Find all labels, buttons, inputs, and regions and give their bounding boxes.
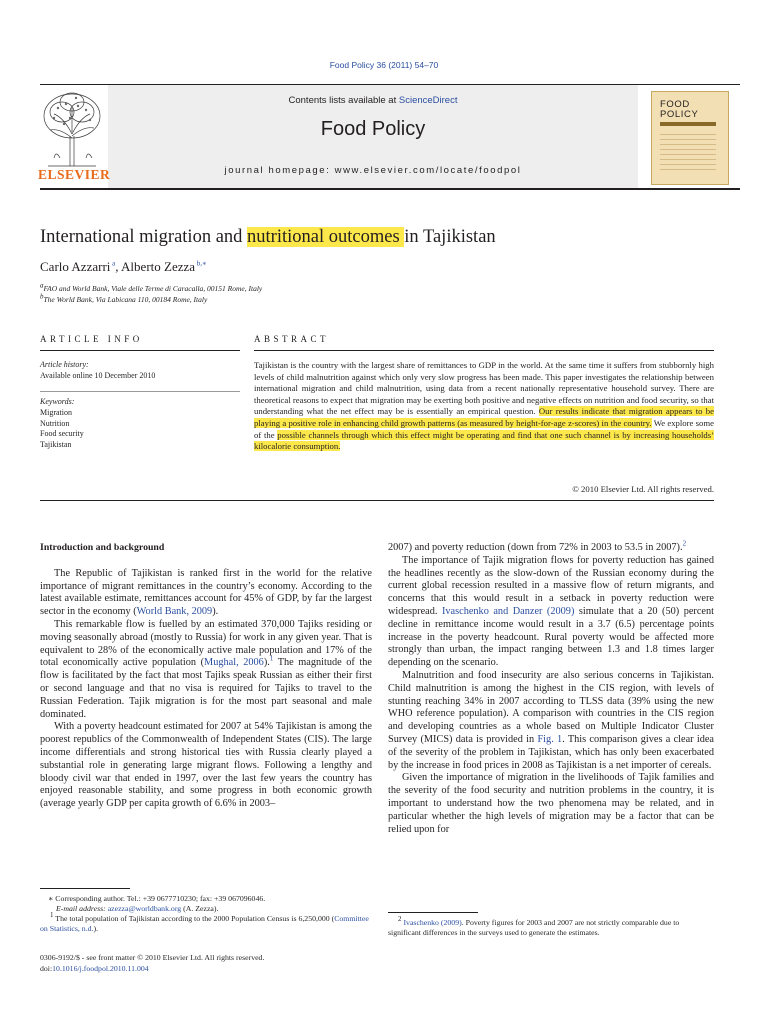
footnote-rule — [40, 888, 130, 889]
cover-bar — [660, 122, 716, 126]
keyword: Nutrition — [40, 418, 70, 428]
paragraph-text: ). — [212, 606, 219, 618]
paragraph-text: The magnitude of the flow is facilitated by the fact that most Tajiks speak Russian as either their first or second language and that no visa is required for Tajiks to travel to the Russian Federation. Tajik migration is for the most part seasonal and male dominated. — [40, 657, 372, 720]
title-part2: in Tajikistan — [404, 227, 496, 247]
paragraph — [388, 539, 714, 555]
footnote-1 — [40, 911, 372, 934]
cover-text-lines — [660, 134, 716, 174]
abstract-highlight: possible channels through which this effect might be operating and find that one such channel is by increasing households’ kilocalorie consumption. — [254, 429, 715, 452]
keywords-list — [40, 408, 84, 450]
footnote-mark: ∗ — [48, 894, 54, 903]
cover-panel — [651, 91, 729, 185]
footnote-ref[interactable]: 2 — [682, 539, 687, 548]
footnote-mark: 2 — [398, 915, 402, 924]
author-name: Carlo Azzarri — [40, 259, 111, 274]
body-left-column — [40, 542, 372, 811]
citation-link[interactable]: Ivaschenko (2009) — [403, 918, 462, 927]
journal-cover-thumbnail[interactable] — [645, 85, 740, 188]
masthead-bottom-rule — [40, 188, 740, 190]
abstract-highlight: Our results indicate that migration appears to be playing a positive role in enhancing child growth patterns (as measured by height-for-age z-scores) in the country. — [254, 406, 715, 428]
article-title — [40, 227, 496, 248]
section-heading: Introduction and background — [40, 542, 165, 553]
sciencedirect-link[interactable]: ScienceDirect — [398, 95, 458, 106]
article-history-value: Available online 10 December 2010 — [40, 371, 156, 380]
figure-link[interactable]: Fig. 1 — [537, 733, 563, 745]
affiliation-mark: b — [40, 292, 44, 301]
paragraph-text: The importance of Tajik migration flows for poverty reduction has gained the headlines recently as the slow-down of the Russian economy during the current global recession resulted in a massive flow of return migrants, and concerns that this would result in a setback in poverty reduction were widespread. — [388, 554, 714, 617]
paragraph-text: simulate that a 20 (50) percent decline in remittance income would result in a 3.7 (6.5) percentage points increase in the poverty headcount. Rural poverty would be affected more strongly than urban, the impact ranging between 1.3 and 1.8 times larger depending on the scenario. — [388, 605, 715, 669]
author-list — [40, 259, 207, 275]
article-info-heading: ARTICLE INFO — [40, 334, 143, 344]
keyword: Food security — [40, 429, 84, 438]
issn-line: 0306-9192/$ - see front matter © 2010 Elsevier Ltd. All rights reserved. — [40, 953, 265, 962]
cover-title — [660, 100, 698, 120]
paragraph-text: . This comparison gives a clear idea of the severity of the problem in Tajikistan, which has only been exacerbated by the increase in food prices in 2008 as Tajikistan is a net importer of cereals. — [388, 733, 714, 771]
elsevier-wordmark: ELSEVIER — [38, 167, 111, 182]
email-note — [40, 904, 372, 914]
abstract-bottom-rule — [40, 500, 714, 501]
abstract-plain: We explore some of the — [254, 417, 714, 440]
article-info-rule — [40, 350, 240, 351]
paragraph — [40, 568, 372, 619]
paragraph — [388, 670, 714, 772]
journal-name: Food Policy — [320, 118, 426, 140]
affiliation-text: The World Bank, Via Labicana 110, 00184 Rome, Italy — [43, 295, 208, 304]
footnote-rule — [388, 912, 478, 913]
paragraph-text: Malnutrition and food insecurity are also serious concerns in Tajikistan. Child malnutrition is among the highest in the CIS region, with levels of stunting reaching 34% in 2007 according to TLSS data (39% using the new WHO reference population). A comparison with countries in the CIS region and developing countries as a whole based on Multiple Indicator Cluster Survey (MICS) data is provided in — [388, 669, 714, 745]
title-highlight: nutritional outcomes — [247, 227, 405, 247]
article-info-divider — [40, 391, 240, 392]
footnote-text: (A. Zezza). — [181, 904, 219, 913]
footnote-ref[interactable]: 1 — [269, 654, 274, 663]
paragraph-text: This remarkable flow is fuelled by an estimated 370,000 Tajiks residing or moving seasonally abroad (mostly to Russia) for work in any given year. That is equivalent to 28% of the economically active male population and 17% of the total economically active population ( — [40, 618, 372, 669]
corresponding-author-note — [40, 894, 372, 904]
abstract-heading: ABSTRACT — [254, 334, 330, 344]
author-separator: , — [115, 259, 122, 274]
doi-label: doi: — [40, 964, 53, 973]
footnote-text: ). — [93, 924, 99, 933]
keywords-label: Keywords: — [40, 397, 75, 406]
footnote-2 — [388, 915, 714, 938]
journal-reference-link[interactable]: Food Policy 36 (2011) 54–70 — [329, 60, 439, 70]
author-name: Alberto Zezza — [121, 259, 196, 274]
title-part1: International migration and — [40, 227, 248, 247]
doi-link[interactable]: 10.1016/j.foodpol.2010.11.004 — [52, 964, 149, 973]
abstract-text — [254, 360, 714, 453]
paragraph-text: The Republic of Tajikistan is ranked first in the world for the relative importance of migrant remittances in the country’s economy. According to the latest available estimate, remittances account for 45% of GDP, by far the largest sector in the economy ( — [40, 567, 372, 618]
citation-link[interactable]: World Bank, 2009 — [136, 606, 213, 618]
affiliation — [40, 281, 263, 293]
paragraph: Given the importance of migration in the livelihoods of Tajik families and the severity of the food security and nutrition problems in the country, it is important to understand how the two phenomena may be related, and in particular whether the high levels of migration may be a factor that can be relied upon for — [388, 772, 714, 835]
footnote-text: Corresponding author. Tel.: +39 0677710230; fax: +39 067096046. — [53, 894, 266, 903]
affiliation — [40, 292, 208, 304]
contents-prefix: Contents lists available at — [288, 95, 399, 106]
doi-line — [40, 964, 440, 974]
author-affiliation-mark[interactable]: b,∗ — [195, 259, 207, 268]
abstract-plain: Tajikistan is the country with the largest share of remittances to GDP in the world. At the same time it suffers from stubbornly high levels of child malnutrition against which only very slow progress has been made. This paper investigates the relationship between international migration and child malnutrition, using data from a recent nationally representative household survey. There are theoretical reasons to expect that migration may be exerting both positive and negative effects on nutrition and food security, so that understanding what the net effect may be is essentially an empirical question. — [254, 360, 714, 417]
contents-line — [108, 95, 638, 106]
author-affiliation-mark[interactable]: a — [110, 259, 116, 268]
abstract-copyright: © 2010 Elsevier Ltd. All rights reserved. — [572, 484, 714, 494]
journal-homepage-link[interactable]: journal homepage: www.elsevier.com/locate/foodpol — [224, 165, 522, 176]
affiliation-mark: a — [40, 281, 44, 290]
footnotes-left — [40, 894, 372, 934]
footnote-text: The total population of Tajikistan according to the 2000 Population Census is 6,250,000 ( — [53, 914, 335, 923]
paragraph: With a poverty headcount estimated for 2007 at 54% Tajikistan is among the poorest republics of the Commonwealth of Independent States (CIS). The large income differentials and strong historical ties with Russia clearly played a substantial role in generating large migrant flows. Following a lengthy and bloody civil war that ended in 1997, over the last few years the country has enjoyed reasonable stability, and some progress in both economic growth (average yearly GDP per capita growth of 6.6% in 2003– — [40, 721, 372, 810]
abstract-rule — [254, 350, 714, 351]
paragraph-text: ). — [263, 657, 270, 669]
paragraph — [40, 619, 372, 721]
paragraph — [388, 555, 714, 670]
cover-title-line2: POLICY — [660, 109, 699, 120]
cover-title-line1: FOOD — [660, 99, 690, 110]
affiliation-text: FAO and World Bank, Viale delle Terme di Caracalla, 00151 Rome, Italy — [43, 284, 263, 293]
body-right-column — [388, 539, 715, 836]
citation-link[interactable]: Ivaschenko and Danzer (2009) — [441, 605, 575, 617]
email-label: E-mail address: — [56, 904, 108, 913]
footnote-text: . Poverty figures for 2003 and 2007 are not strictly comparable due to significant differences in the surveys used to generate the estimates. — [388, 918, 680, 937]
citation-link[interactable]: Mughal, 2006 — [204, 657, 264, 669]
footnote-mark: 1 — [50, 911, 54, 920]
article-history-label: Article history: — [40, 360, 89, 369]
paragraph-text: 2007) and poverty reduction (down from 72% in 2003 to 53.5 in 2007). — [388, 542, 683, 553]
email-link[interactable]: azezza@worldbank.org — [107, 904, 182, 913]
keyword: Migration — [40, 408, 72, 417]
keyword: Tajikistan — [40, 439, 72, 449]
citation-link[interactable]: Committee on Statistics, n.d. — [40, 914, 369, 933]
